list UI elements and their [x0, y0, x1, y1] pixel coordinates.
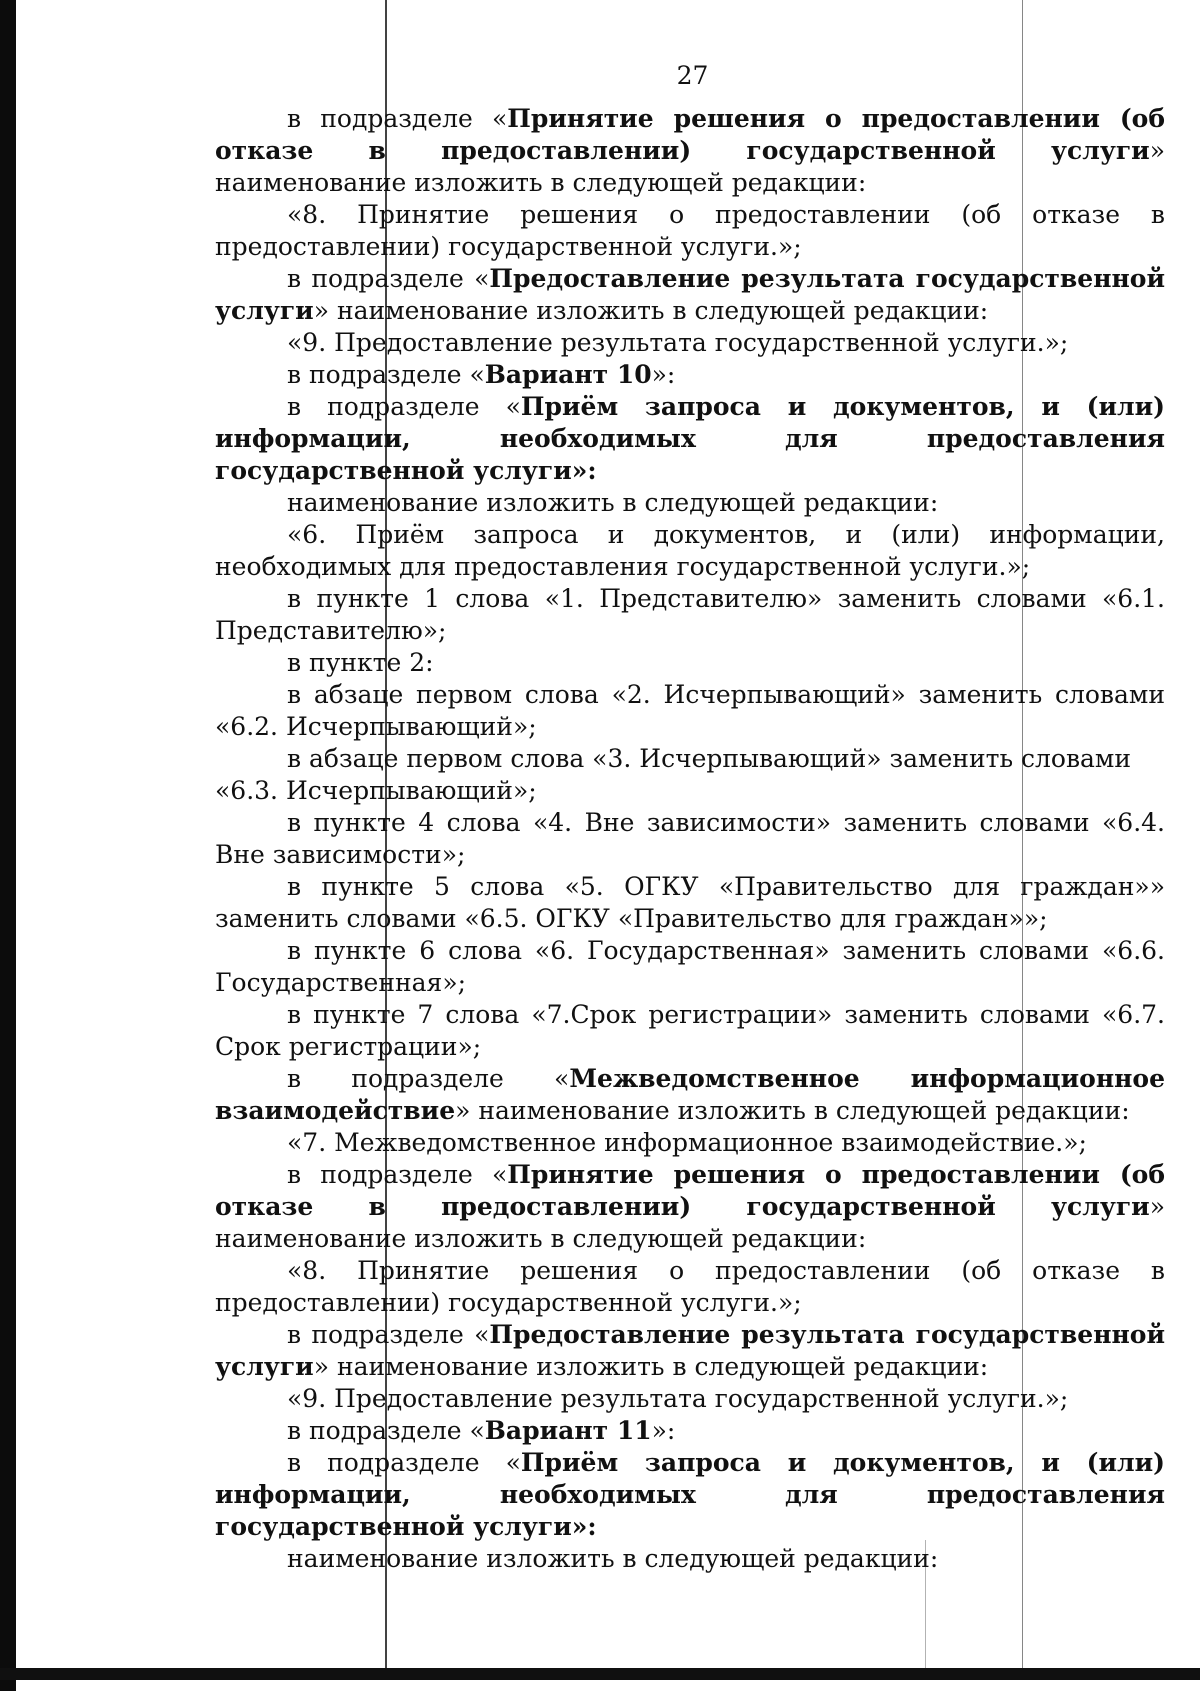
paragraph	[215, 1063, 1165, 1127]
text-run: в абзаце первом слова «3. Исчерпывающий» заменить словами	[287, 744, 1132, 773]
text-run: в пункте 1 слова «1. Представителю» заменить словами «6.1. Представителю»;	[215, 584, 1165, 645]
text-run: в абзаце первом слова «2. Исчерпывающий» заменить словами «6.2. Исчерпывающий»;	[215, 680, 1165, 741]
paragraph	[215, 199, 1165, 263]
scan-edge-left	[0, 0, 16, 1691]
paragraph	[215, 359, 1165, 391]
paragraph	[215, 935, 1165, 999]
paragraph	[215, 1415, 1165, 1447]
paragraph	[215, 103, 1165, 199]
text-run: в подразделе «	[287, 1320, 490, 1349]
bold-text: Предоставление результата государственной услуги	[215, 1320, 1166, 1381]
paragraph	[215, 679, 1165, 743]
text-run: «8. Принятие решения о предоставлении (об отказе в предоставлении) государственной услуги.»;	[215, 200, 1165, 261]
text-run: »:	[651, 360, 676, 389]
text-run: в подразделе «	[287, 1064, 570, 1093]
document-body	[215, 103, 1165, 1575]
paragraph	[215, 263, 1165, 327]
paragraph	[215, 1447, 1165, 1543]
text-run: в пункте 4 слова «4. Вне зависимости» заменить словами «6.4. Вне зависимости»;	[215, 808, 1165, 869]
bold-text: Межведомственное информационное взаимодействие	[215, 1064, 1165, 1125]
text-run: » наименование изложить в следующей редакции:	[215, 1192, 1165, 1253]
bold-text: Приём запроса и документов, и (или) информации, необходимых для предоставления государственной услуги	[215, 1448, 1166, 1541]
bold-text: Вариант 11	[484, 1416, 652, 1445]
text-run: в подразделе «	[287, 264, 490, 293]
text-run: в подразделе «	[287, 1448, 521, 1477]
paragraph	[215, 1383, 1165, 1415]
paragraph	[215, 391, 1165, 487]
text-run: в подразделе «	[287, 1416, 485, 1445]
paragraph	[215, 1255, 1165, 1319]
text-run: наименование изложить в следующей редакции:	[287, 1544, 939, 1573]
text-run: в пункте 7 слова «7.Срок регистрации» заменить словами «6.7. Срок регистрации»;	[215, 1000, 1165, 1061]
paragraph	[215, 519, 1165, 583]
text-run: в подразделе «	[287, 360, 485, 389]
text-run: в пункте 6 слова «6. Государственная» заменить словами «6.6. Государственная»;	[215, 936, 1165, 997]
bold-text: Вариант 10	[484, 360, 652, 389]
text-run: «6.3. Исчерпывающий»;	[215, 776, 537, 805]
text-run: в подразделе «	[287, 104, 508, 133]
text-run: «9. Предоставление результата государственной услуги.»;	[287, 1384, 1069, 1413]
paragraph	[215, 647, 1165, 679]
text-run: » наименование изложить в следующей редакции:	[313, 1352, 989, 1381]
paragraph	[215, 807, 1165, 871]
text-run: «8. Принятие решения о предоставлении (об отказе в предоставлении) государственной услуги.»;	[215, 1256, 1165, 1317]
paragraph	[215, 1543, 1165, 1575]
bold-text: Принятие решения о предоставлении (об отказе в предоставлении) государственной услуги	[215, 1160, 1166, 1221]
paragraph	[215, 327, 1165, 359]
text-run: »:	[651, 1416, 676, 1445]
text-run: «6. Приём запроса и документов, и (или) информации, необходимых для предоставления государственной услуги.»;	[215, 520, 1165, 581]
bold-text: »:	[571, 456, 597, 485]
text-run: «7. Межведомственное информационное взаимодействие.»;	[287, 1128, 1087, 1157]
paragraph	[215, 487, 1165, 519]
scan-edge-bottom	[0, 1668, 1200, 1680]
paragraph	[215, 999, 1165, 1063]
text-run: » наименование изложить в следующей редакции:	[215, 136, 1165, 197]
text-run: в пункте 5 слова «5. ОГКУ «Правительство для граждан»» заменить словами «6.5. ОГКУ «Правительство для граждан»»;	[215, 872, 1165, 933]
bold-text: Предоставление результата государственной услуги	[215, 264, 1166, 325]
text-run: » наименование изложить в следующей редакции:	[455, 1096, 1130, 1125]
text-run: «9. Предоставление результата государственной услуги.»;	[287, 328, 1069, 357]
paragraph	[215, 871, 1165, 935]
bold-text: Принятие решения о предоставлении (об отказе в предоставлении) государственной услуги	[215, 104, 1166, 165]
paragraph	[215, 1127, 1165, 1159]
paragraph	[215, 1319, 1165, 1383]
text-run: в пункте 2:	[287, 648, 434, 677]
bold-text: »:	[571, 1512, 597, 1541]
text-run: » наименование изложить в следующей редакции:	[313, 296, 989, 325]
page-number: 27	[676, 61, 709, 90]
text-run: наименование изложить в следующей редакции:	[287, 488, 939, 517]
bold-text: Приём запроса и документов, и (или) информации, необходимых для предоставления государственной услуги	[215, 392, 1166, 485]
text-run: в подразделе «	[287, 1160, 508, 1189]
paragraph	[215, 743, 1165, 775]
paragraph	[215, 775, 1165, 807]
paragraph	[215, 583, 1165, 647]
paragraph	[215, 1159, 1165, 1255]
text-run: в подразделе «	[287, 392, 521, 421]
